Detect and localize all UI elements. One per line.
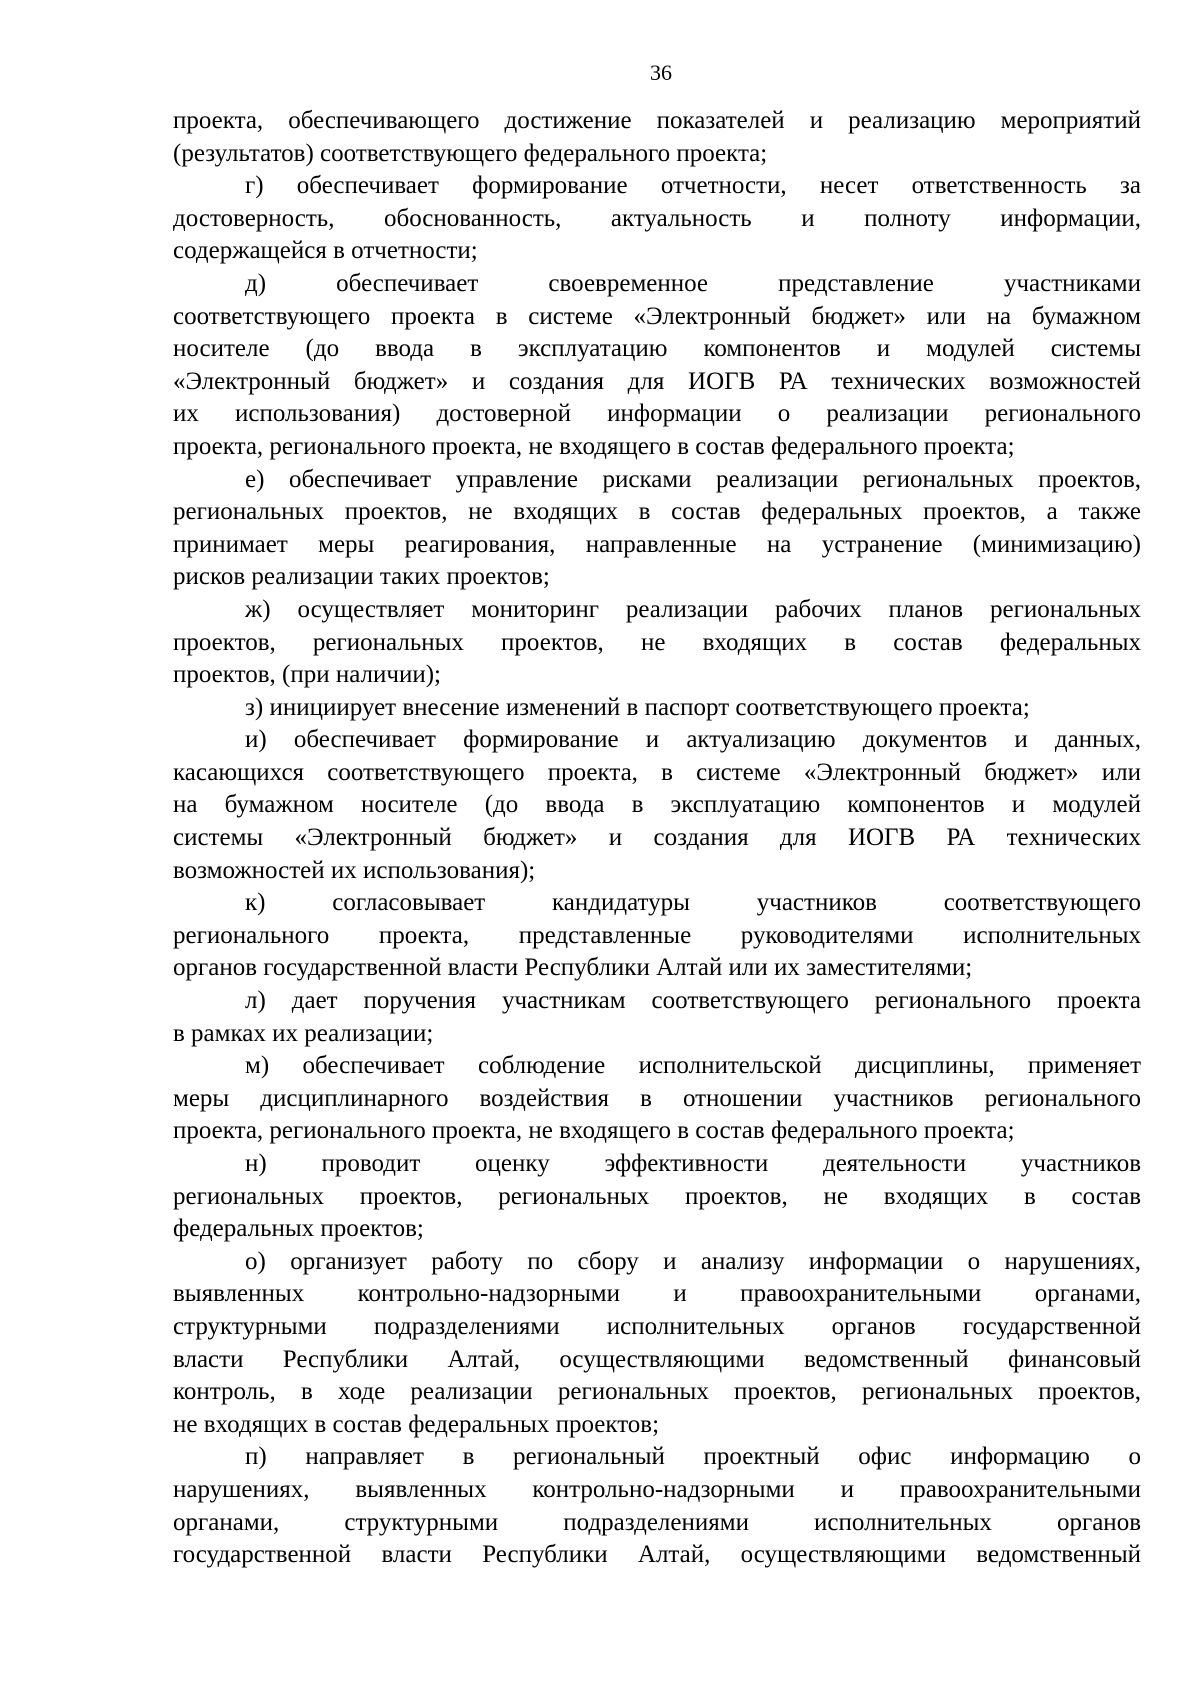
text-line: структурными подразделениями исполнительных органов государственной — [173, 1312, 1141, 1340]
text-line: «Электронный бюджет» и создания для ИОГВ РА технических возможностей — [173, 367, 1141, 395]
text-line: федеральных проектов; — [173, 1215, 424, 1243]
text-line: не входящих в состав федеральных проектов; — [173, 1410, 660, 1438]
text-line: м) обеспечивает соблюдение исполнительской дисциплины, применяет — [245, 1052, 1141, 1080]
text-line: п) направляет в региональный проектный офис информацию о — [245, 1443, 1141, 1471]
text-line: выявленных контрольно-надзорными и правоохранительными органами, — [173, 1280, 1141, 1308]
text-line: власти Республики Алтай, осуществляющими ведомственный финансовый — [173, 1345, 1141, 1373]
text-line: рисков реализации таких проектов; — [173, 563, 550, 591]
text-line: проекта, регионального проекта, не входящего в состав федерального проекта; — [173, 432, 1015, 460]
text-line: контроль, в ходе реализации региональных проектов, региональных проектов, — [173, 1378, 1141, 1406]
text-line: меры дисциплинарного воздействия в отношении участников регионального — [173, 1084, 1141, 1112]
text-line: з) инициирует внесение изменений в паспорт соответствующего проекта; — [245, 693, 1030, 721]
text-line: органами, структурными подразделениями исполнительных органов — [173, 1508, 1141, 1536]
text-line: касающихся соответствующего проекта, в системе «Электронный бюджет» или — [173, 758, 1141, 786]
text-line: региональных проектов, не входящих в состав федеральных проектов, а также — [173, 498, 1141, 526]
text-line: ж) осуществляет мониторинг реализации рабочих планов региональных — [245, 595, 1141, 623]
text-line: нарушениях, выявленных контрольно-надзорными и правоохранительными — [173, 1475, 1141, 1503]
document-body — [173, 105, 1141, 1572]
text-line: содержащейся в отчетности; — [173, 237, 478, 265]
text-line: регионального проекта, представленные руководителями исполнительных — [173, 921, 1141, 949]
text-line: (результатов) соответствующего федерального проекта; — [173, 139, 768, 167]
text-line: е) обеспечивает управление рисками реализации региональных проектов, — [245, 465, 1141, 493]
text-line: о) организует работу по сбору и анализу информации о нарушениях, — [245, 1247, 1141, 1275]
text-line: г) обеспечивает формирование отчетности, несет ответственность за — [245, 172, 1141, 200]
text-line: проектов, (при наличии); — [173, 661, 441, 689]
text-line: органов государственной власти Республики Алтай или их заместителями; — [173, 954, 973, 982]
text-line: достоверность, обоснованность, актуальность и полноту информации, — [173, 204, 1141, 232]
text-line: проекта, обеспечивающего достижение показателей и реализацию мероприятий — [173, 107, 1141, 134]
text-line: л) дает поручения участникам соответствующего регионального проекта — [245, 987, 1141, 1015]
page-number: 36 — [650, 60, 672, 85]
text-line: проекта, регионального проекта, не входящего в состав федерального проекта; — [173, 1117, 1015, 1145]
text-line: региональных проектов, региональных проектов, не входящих в состав — [173, 1182, 1141, 1210]
text-line: носителе (до ввода в эксплуатацию компонентов и модулей системы — [173, 335, 1141, 363]
text-line: соответствующего проекта в системе «Электронный бюджет» или на бумажном — [173, 302, 1141, 330]
text-line: государственной власти Республики Алтай, осуществляющими ведомственный — [173, 1541, 1141, 1569]
text-line: системы «Электронный бюджет» и создания для ИОГВ РА технических — [173, 824, 1141, 852]
text-line: к) согласовывает кандидатуры участников соответствующего — [245, 889, 1141, 917]
text-line: н) проводит оценку эффективности деятельности участников — [245, 1150, 1141, 1177]
text-line: в рамках их реализации; — [173, 1019, 434, 1047]
text-line: их использования) достоверной информации о реализации регионального — [173, 400, 1141, 428]
text-line: на бумажном носителе (до ввода в эксплуатацию компонентов и модулей — [173, 791, 1141, 819]
text-line: д) обеспечивает своевременное представление участниками — [245, 269, 1141, 297]
text-line: и) обеспечивает формирование и актуализацию документов и данных, — [245, 726, 1141, 754]
text-line: проектов, региональных проектов, не входящих в состав федеральных — [173, 628, 1141, 656]
text-line: принимает меры реагирования, направленные на устранение (минимизацию) — [173, 530, 1141, 558]
text-line: возможностей их использования); — [173, 856, 536, 884]
